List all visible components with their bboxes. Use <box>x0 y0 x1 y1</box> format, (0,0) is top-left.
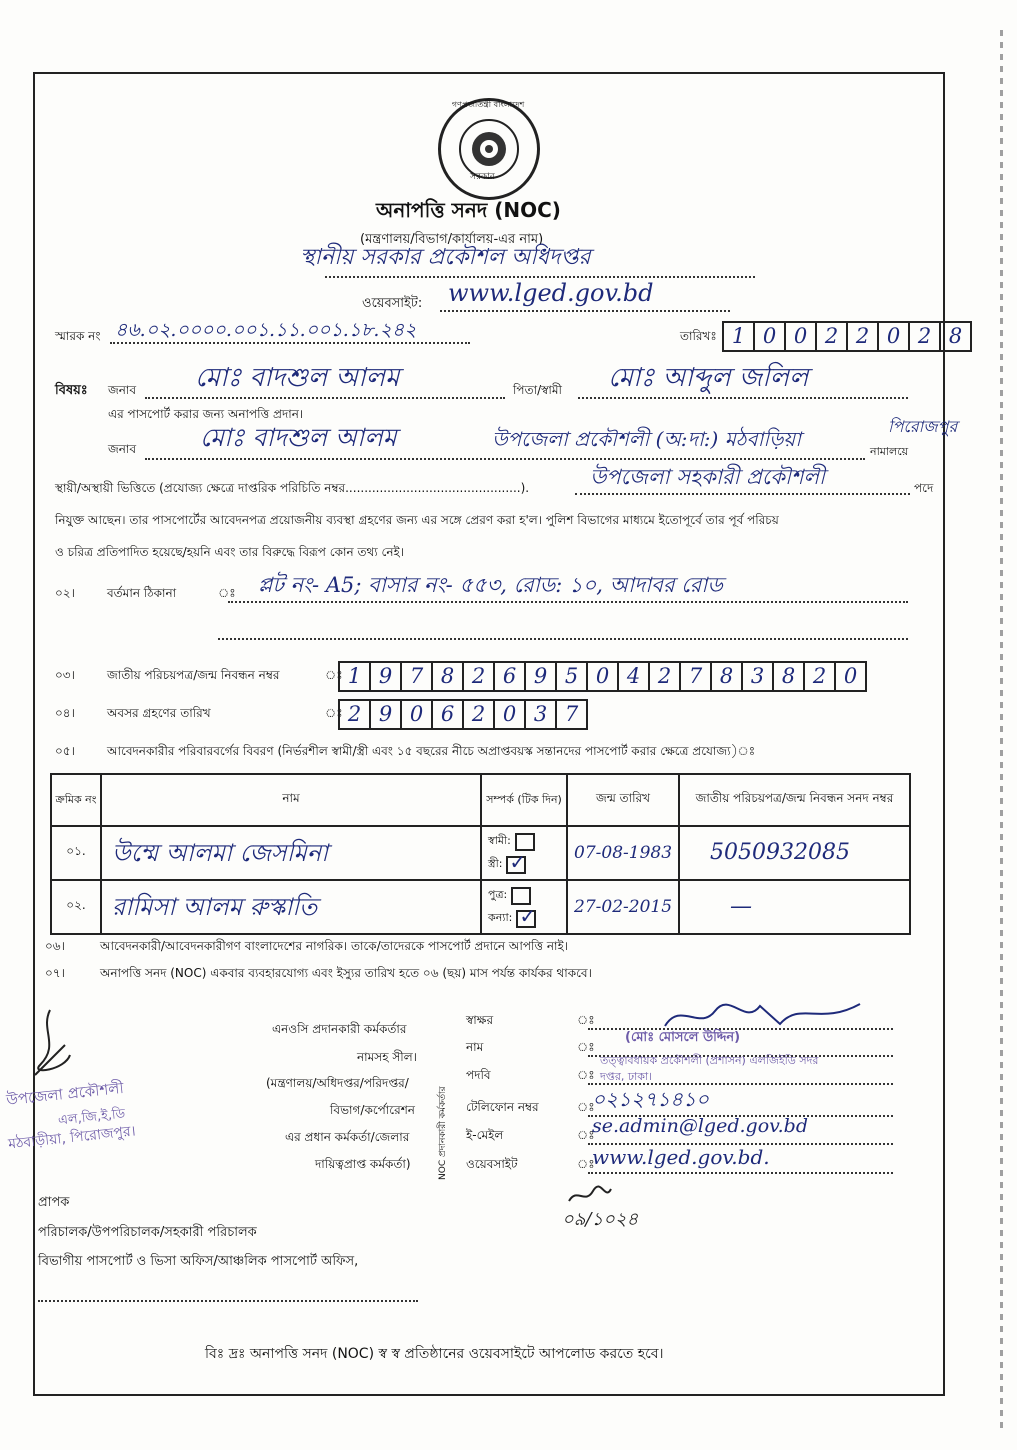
nid-digit: 8 <box>772 661 805 692</box>
family-member-name: রামিসা আলম রুস্কাতি <box>112 892 318 921</box>
nid-digit: 7 <box>400 661 433 692</box>
date-digit: 2 <box>908 321 941 352</box>
issuer-caption-2: নামসহ সীল। <box>357 1050 417 1064</box>
issuer-caption-1: এনওসি প্রদানকারী কর্মকর্তার <box>272 1022 407 1036</box>
field-colon: ঃ <box>577 1013 595 1027</box>
seal-text-top: গণপ্রজাতন্ত্রী বাংলাদেশ <box>451 100 525 109</box>
nid-value: 5050932085 <box>710 839 850 865</box>
retire-digit: 0 <box>400 699 433 730</box>
left-stamp-line1: উপজেলা প্রকৌশলী <box>5 1078 125 1110</box>
form-border <box>33 72 945 1396</box>
item04-colon: ঃ <box>325 706 343 720</box>
item02-number: ০২। <box>55 586 75 600</box>
retire-digit: 6 <box>431 699 464 730</box>
designation: উপজেলা সহকারী প্রকৌশলী <box>590 465 826 489</box>
retire-digit: 3 <box>524 699 557 730</box>
header-relation: সম্পর্ক (টিক দিন) <box>481 774 567 826</box>
row-nid <box>679 880 910 934</box>
field-label-name: নাম <box>466 1040 484 1054</box>
issuer-email: se.admin@lged.gov.bd <box>592 1115 808 1137</box>
item03-label: জাতীয় পরিচয়পত্র/জন্ম নিবন্ধন নম্বর <box>107 668 280 682</box>
note07-number: ০৭। <box>45 966 65 980</box>
nid-digit: 7 <box>679 661 712 692</box>
note06-number: ০৬। <box>45 939 65 953</box>
row-serial: ০২. <box>51 880 101 934</box>
relation-checkbox-checked[interactable] <box>506 856 526 874</box>
address-line-2 <box>218 638 908 640</box>
body-name-line <box>145 458 865 460</box>
issuer-caption-4: বিভাগ/কর্পোরেশন <box>330 1103 415 1117</box>
date-digit: 2 <box>846 321 879 352</box>
family-table <box>50 773 911 935</box>
nid-digit: 8 <box>710 661 743 692</box>
date-digit: 8 <box>939 321 972 352</box>
father-label: পিতা/স্বামী <box>513 383 562 397</box>
subject-name: মোঃ বাদশুল আলম <box>195 363 400 393</box>
seal-text-bottom: সরকার <box>470 172 495 182</box>
seal-emblem-icon <box>469 129 509 169</box>
nid-digit: 1 <box>338 661 371 692</box>
father-line <box>578 397 908 399</box>
row-serial: ০১. <box>51 826 101 880</box>
dob-value: 27-02-2015 <box>574 896 673 917</box>
page-title: অনাপত্তি সনদ (NOC) <box>376 198 561 222</box>
subject-line2: এর পাসপোর্ট করার জন্য অনাপত্তি প্রদান। <box>108 407 304 421</box>
body-janab: জনাব <box>108 442 137 456</box>
relation-checkbox[interactable] <box>511 887 531 905</box>
subject-label: বিষয়ঃ <box>55 383 88 398</box>
item02-colon: ঃ <box>218 586 236 600</box>
left-stamp-line3: মঠবাড়ীয়া, পিরোজপুর। <box>7 1123 137 1153</box>
nid-digit: 9 <box>524 661 557 692</box>
body-line3: নিযুক্ত আছেন। তার পাসপোর্টের আবেদনপত্র প্রয়োজনীয় ব্যবস্থা গ্রহণের জন্য এর সঙ্গে প্রেরণ করা হ'ল। পুলিশ বিভাগের মাধ্যমে ইতোপূর্বে তার পূর্ব পরিচয় <box>55 513 779 527</box>
dob-value: 07-08-1983 <box>574 842 673 863</box>
relation-label: পুত্র: <box>488 888 508 901</box>
header-name: নাম <box>101 774 481 826</box>
field-colon: ঃ <box>577 1157 595 1171</box>
row-relation <box>481 880 567 934</box>
subject-name-line <box>145 397 505 399</box>
initial-date: ০৯/১০২৪ <box>562 1209 639 1230</box>
initial-scribble-icon <box>565 1183 615 1207</box>
header-dob: জন্ম তারিখ <box>567 774 679 826</box>
post-label: পদে <box>914 481 934 495</box>
relation-checkbox-checked[interactable] <box>516 910 536 928</box>
date-digit: 1 <box>722 321 755 352</box>
issuer-designation: তত্ত্বাবধায়ক প্রকৌশলী (প্রশাসন) এলজিইডি সদর দপ্তর, ঢাকা। <box>600 1054 819 1083</box>
website-dotted-line <box>440 310 730 312</box>
ministry-dotted-line <box>325 276 755 278</box>
item05-label: আবেদনকারীর পরিবারবর্গের বিবরণ (নির্ভরশীল স্বামী/স্ত্রী এবং ১৫ বছরের নীচে অপ্রাপ্তবয়স্ক সন্তানদের পাসপোর্ট করার ক্ষেত্রে প্রযোজ্য)ঃ <box>107 744 756 758</box>
relation-label: স্বামী: <box>488 834 511 847</box>
issuer-phone: ০২১২৭১৪১০ <box>592 1087 709 1111</box>
row-nid <box>679 826 910 880</box>
issuer-website: www.lged.gov.bd. <box>592 1145 770 1169</box>
row-relation <box>481 826 567 880</box>
table-row <box>51 880 910 934</box>
nid-digit: 3 <box>741 661 774 692</box>
ministry-value: স্থানীয় সরকার প্রকৌশল অধিদপ্তর <box>300 245 591 270</box>
issuer-name: (মোঃ মোসলে উদ্দিন) <box>625 1030 741 1045</box>
nid-digit: 2 <box>648 661 681 692</box>
date-digit: 0 <box>877 321 910 352</box>
issuer-caption-3: (মন্ত্রণালয়/অধিদপ্তর/পরিদপ্তর/ <box>266 1076 409 1090</box>
nid-value: — <box>730 893 752 919</box>
item03-colon: ঃ <box>325 668 343 682</box>
field-label-phone: টেলিফোন নম্বর <box>466 1100 539 1114</box>
nid-digit: 6 <box>493 661 526 692</box>
body-office-suffix: পিরোজপুর <box>888 417 958 436</box>
relation-label: স্ত্রী: <box>488 857 503 870</box>
nid-digit: 0 <box>586 661 619 692</box>
family-table-header <box>51 774 910 826</box>
field-colon: ঃ <box>577 1040 595 1054</box>
scan-edge <box>1000 30 1003 1430</box>
body-line4: ও চরিত্র প্রতিপাদিত হয়েছে/হয়নি এবং তার বিরুদ্ধে বিরূপ কোন তথ্য নেই। <box>55 545 405 559</box>
nid-digit: 0 <box>834 661 867 692</box>
address-line-1 <box>228 601 908 603</box>
designation-line <box>575 493 910 495</box>
nid-digit: 2 <box>803 661 836 692</box>
item02-label: বর্তমান ঠিকানা <box>107 586 177 600</box>
row-name <box>101 826 481 880</box>
memo-value: ৪৬.০২.০০০০.০০১.১১.০০১.১৮.২৪২ <box>115 319 417 341</box>
memo-dotted-line <box>110 342 470 344</box>
nid-digit: 2 <box>462 661 495 692</box>
date-digit: 0 <box>784 321 817 352</box>
retire-digit: 7 <box>555 699 588 730</box>
item05-number: ০৫। <box>55 744 75 758</box>
address-value: প্লট নং- A5; বাসার নং- ৫৫৩, রোড: ১০, আদাবর রোড <box>258 573 723 597</box>
date-boxes <box>722 321 970 352</box>
date-label: তারিখঃ <box>680 329 717 343</box>
website-label: ওয়েবসাইট: <box>362 296 423 311</box>
left-stamp-line2: এল,জি,ই,ডি <box>57 1106 126 1129</box>
field-label-website: ওয়েবসাইট <box>466 1157 518 1171</box>
note07-text: অনাপত্তি সনদ (NOC) একবার ব্যবহারযোগ্য এবং ইস্যুর তারিখ হতে ০৬ (ছয়) মাস পর্যন্ত কার্যকর থাকবে। <box>100 966 592 980</box>
nid-digit: 4 <box>617 661 650 692</box>
recipient-line1: পরিচালক/উপপরিচালক/সহকারী পরিচালক <box>38 1225 257 1240</box>
row-name <box>101 880 481 934</box>
field-colon: ঃ <box>577 1100 595 1114</box>
row-dob <box>567 826 679 880</box>
nid-digit: 9 <box>369 661 402 692</box>
memo-label: স্মারক নং <box>55 329 101 343</box>
date-digit: 2 <box>815 321 848 352</box>
item04-number: ০৪। <box>55 706 75 720</box>
retire-digit: 0 <box>493 699 526 730</box>
left-signature-icon <box>20 1005 80 1085</box>
office-label: নামালয়ে <box>870 445 909 458</box>
recipient-line2: বিভাগীয় পাসপোর্ট ও ভিসা অফিস/আঞ্চলিক পাসপোর্ট অফিস, <box>38 1254 359 1269</box>
nid-digit: 5 <box>555 661 588 692</box>
body-office: উপজেলা প্রকৌশলী (অ:দা:) মঠবাড়িয়া <box>492 427 802 451</box>
retire-digit: 2 <box>338 699 371 730</box>
header-serial: ক্রমিক নং <box>51 774 101 826</box>
subject-janab: জনাব <box>108 383 137 397</box>
body-name: মোঃ বাদশুল আলম <box>200 423 397 452</box>
footer-note: বিঃ দ্রঃ অনাপত্তি সনদ (NOC) স্ব স্ব প্রতিষ্ঠানের ওয়েবসাইটে আপলোড করতে হবে। <box>205 1346 664 1362</box>
retire-digit: 9 <box>369 699 402 730</box>
nid-digit: 8 <box>431 661 464 692</box>
header-nid: জাতীয় পরিচয়পত্র/জন্ম নিবন্ধন সনদ নম্বর <box>679 774 910 826</box>
body-line2: স্থায়ী/অস্থায়ী ভিত্তিতে (প্রযোজ্য ক্ষেত্রে দাপ্তরিক পরিচিতি নম্বর..............................................). <box>55 481 530 495</box>
date-digit: 0 <box>753 321 786 352</box>
nid-boxes <box>338 661 865 692</box>
row-dob <box>567 880 679 934</box>
relation-checkbox[interactable] <box>515 833 535 851</box>
recipient-label: প্রাপক <box>38 1195 70 1210</box>
website-line-issuer <box>588 1172 893 1174</box>
field-label-designation: পদবি <box>466 1068 491 1082</box>
item03-number: ০৩। <box>55 668 75 682</box>
issuer-caption-6: দায়িত্বপ্রাপ্ত কর্মকর্তা) <box>315 1157 411 1171</box>
government-seal-icon <box>438 98 540 200</box>
website-value: www.lged.gov.bd <box>448 279 654 307</box>
field-label-email: ই-মেইল <box>466 1128 504 1142</box>
retire-date-boxes <box>338 699 586 730</box>
item04-label: অবসর গ্রহণের তারিখ <box>107 706 211 720</box>
note06-text: আবেদনকারী/আবেদনকারীগণ বাংলাদেশের নাগরিক। তাকে/তাদেরকে পাসপোর্ট প্রদানে আপত্তি নাই। <box>100 939 569 953</box>
table-row <box>51 826 910 880</box>
field-colon: ঃ <box>577 1068 595 1082</box>
field-colon: ঃ <box>577 1128 595 1142</box>
retire-digit: 2 <box>462 699 495 730</box>
family-member-name: উম্মে আলমা জেসমিনা <box>112 838 329 867</box>
issuer-caption-5: এর প্রধান কর্মকর্তা/জেলার <box>285 1130 410 1144</box>
relation-label: কন্যা: <box>488 911 513 924</box>
recipient-dotted-line <box>38 1300 418 1302</box>
field-label-signature: স্বাক্ষর <box>466 1013 494 1027</box>
father-name: মোঃ আব্দুল জলিল <box>608 363 809 393</box>
issuer-vertical-note: NOC প্রদানকারী কর্মকর্তার <box>438 1086 448 1180</box>
ministry-caption: (মন্ত্রণালয়/বিভাগ/কার্যালয়-এর নাম) <box>360 232 544 247</box>
